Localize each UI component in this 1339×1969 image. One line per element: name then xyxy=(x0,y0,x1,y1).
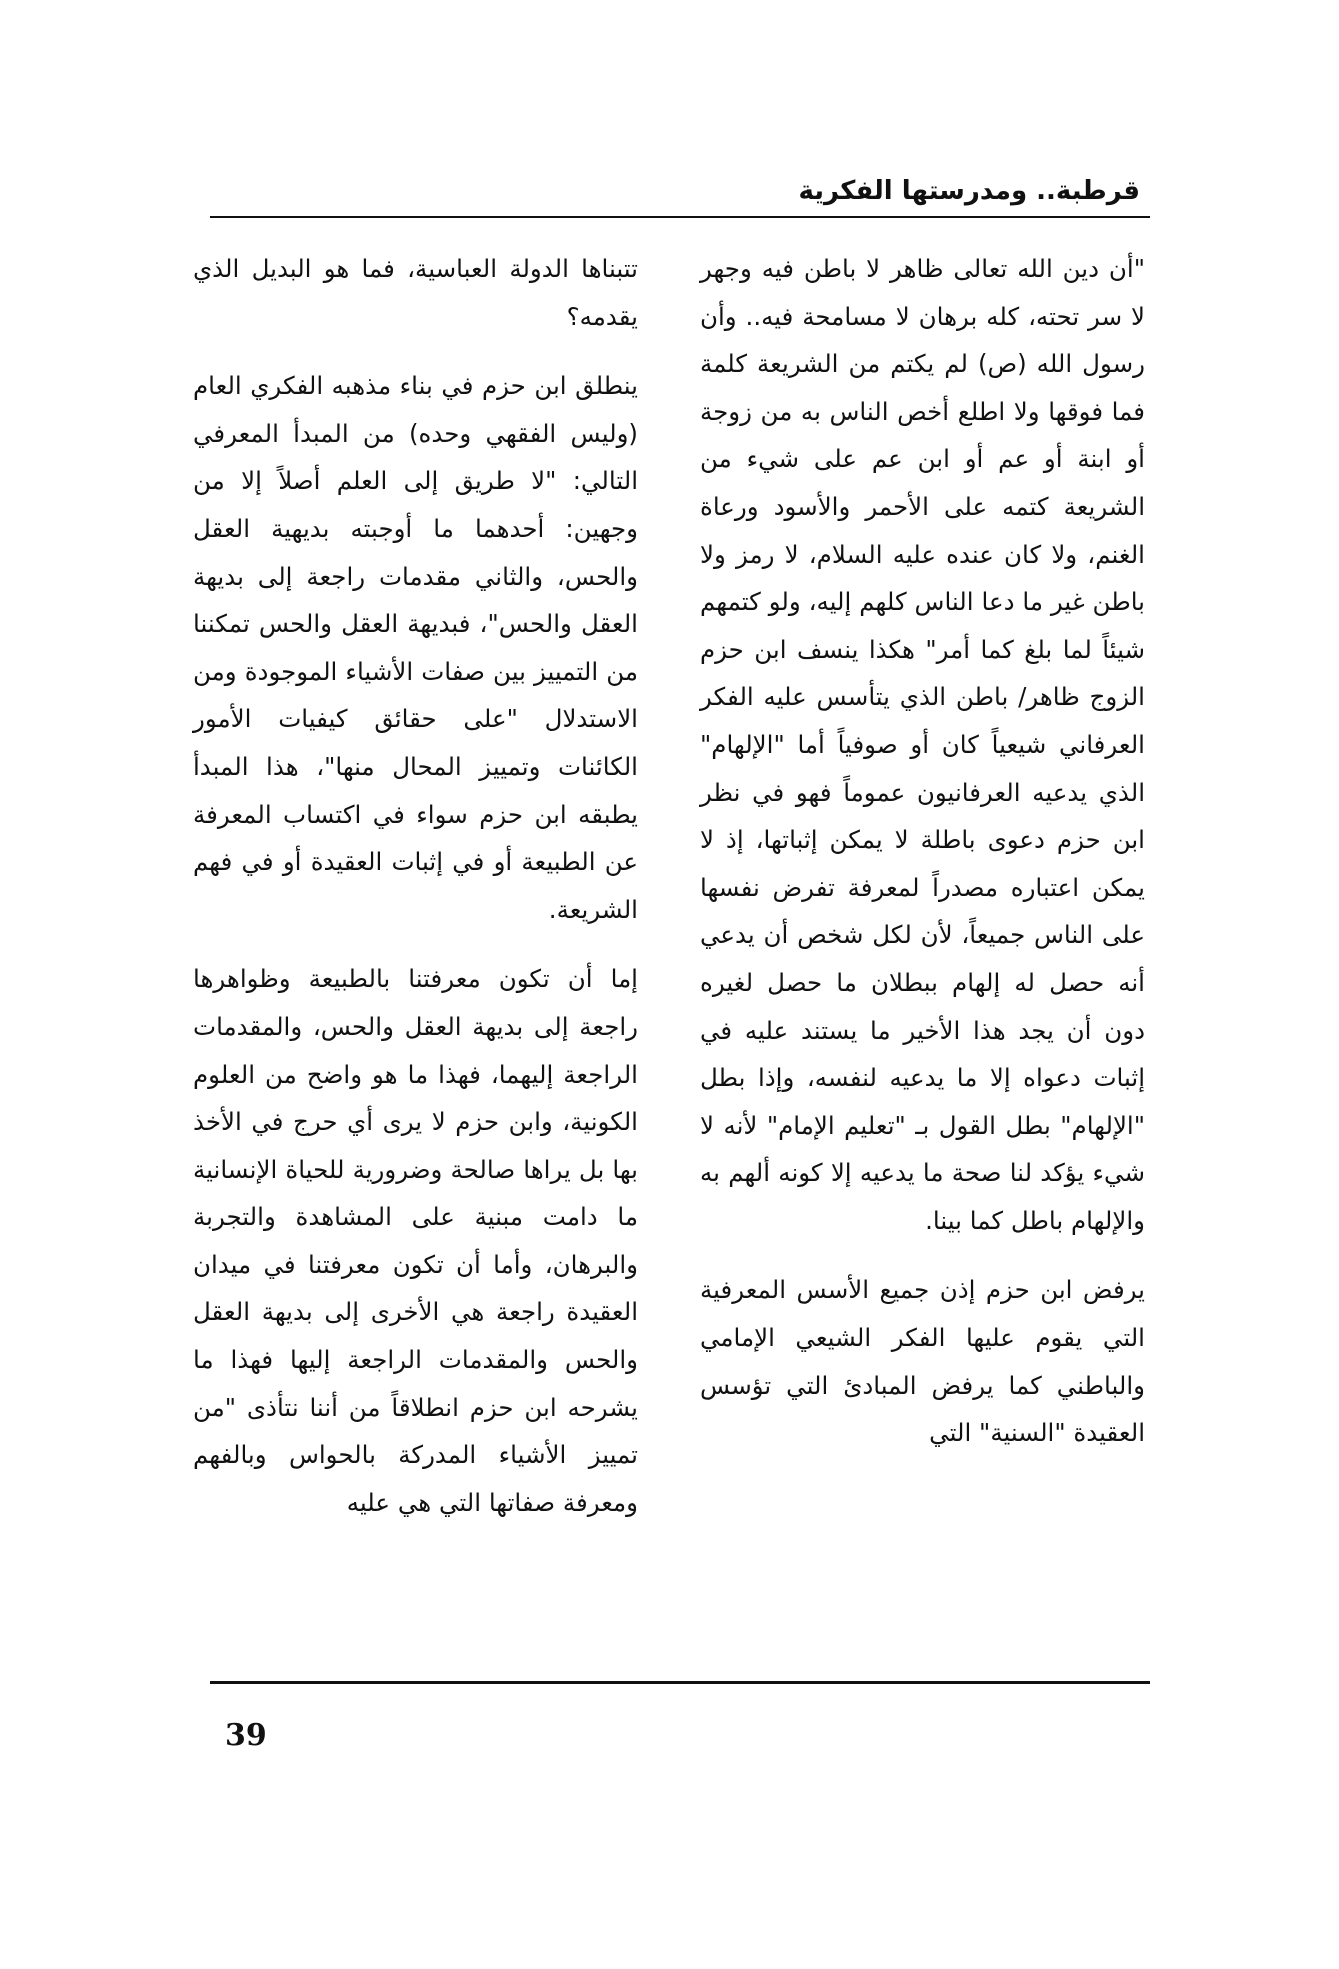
paragraph: ينطلق ابن حزم في بناء مذهبه الفكري العام (وليس الفقهي وحده) من المبدأ المعرفي التالي: "لا طريق إلى العلم أصلاً إلا من وجهين: أحدهما ما أوجبته بديهية العقل والحس، والثاني مقدمات راجعة إلى بديهة العقل والحس"، فبديهة العقل والحس تمكننا من التمييز بين صفات الأشياء الموجودة ومن الاستدلال "على حقائق كيفيات الأمور الكائنات وتمييز المحال منها"، هذا المبدأ يطبقه ابن حزم سواء في اكتساب المعرفة عن الطبيعة أو في إثبات العقيدة أو في فهم الشريعة. xyxy=(193,371,638,924)
paragraph: "أن دين الله تعالى ظاهر لا باطن فيه وجهر لا سر تحته، كله برهان لا مسامحة فيه.. وأن رسول الله (ص) لم يكتم من الشريعة كلمة فما فوقها ولا اطلع أخص الناس به من زوجة أو ابنة أو عم أو ابن عم على شيء من الشريعة كتمه على الأحمر والأسود ورعاة الغنم، ولا كان عنده عليه السلام، لا رمز ولا باطن غير ما دعا الناس كلهم إليه، ولو كتمهم شيئاً لما بلغ كما أمر" هكذا ينسف ابن حزم الزوج ظاهر/ باطن الذي يتأسس عليه الفكر العرفاني شيعياً كان أو صوفياً أما "الإلهام" الذي يدعيه العرفانيون عموماً فهو في نظر ابن حزم دعوى باطلة لا يمكن إثباتها، إذ لا يمكن اعتباره مصدراً لمعرفة تفرض نفسها على الناس جميعاً، لأن لكل شخص أن يدعي أنه حصل له إلهام ببطلان ما حصل لغيره دون أن يجد هذا الأخير ما يستند عليه في إثبات دعواه إلا ما يدعيه لنفسه، وإذا بطل "الإلهام" بطل القول بـ "تعليم الإمام" لأنه لا شيء يؤكد لنا صحة ما يدعيه إلا كونه ألهم به والإلهام باطل كما بينا. xyxy=(700,254,1145,1235)
paragraph: إما أن تكون معرفتنا بالطبيعة وظواهرها راجعة إلى بديهة العقل والحس، والمقدمات الراجعة إليهما، فهذا ما هو واضح من العلوم الكونية، وابن حزم لا يرى أي حرج في الأخذ بها بل يراها صالحة وضرورية للحياة الإنسانية ما دامت مبنية على المشاهدة والتجربة والبرهان، وأما أن تكون معرفتنا في ميدان العقيدة راجعة هي الأخرى إلى بديهة العقل والحس والمقدمات الراجعة إليها فهذا ما يشرحه ابن حزم انطلاقاً من أننا نتأذى "من تمييز الأشياء المدركة بالحواس وبالفهم ومعرفة صفاتها التي هي عليه xyxy=(193,964,638,1517)
text-column-right xyxy=(700,245,1145,1457)
footer-rule xyxy=(210,1681,1150,1684)
paragraph: يرفض ابن حزم إذن جميع الأسس المعرفية التي يقوم عليها الفكر الشيعي الإمامي والباطني كما يرفض المبادئ التي تؤسس العقيدة "السنية" التي xyxy=(700,1275,1145,1448)
header-title: قرطبة.. ومدرستها الفكرية xyxy=(798,176,1140,206)
text-column-left xyxy=(193,245,638,1526)
paragraph: تتبناها الدولة العباسية، فما هو البديل الذي يقدمه؟ xyxy=(193,254,638,331)
page-number: 39 xyxy=(225,1718,267,1753)
running-header xyxy=(210,170,1150,218)
